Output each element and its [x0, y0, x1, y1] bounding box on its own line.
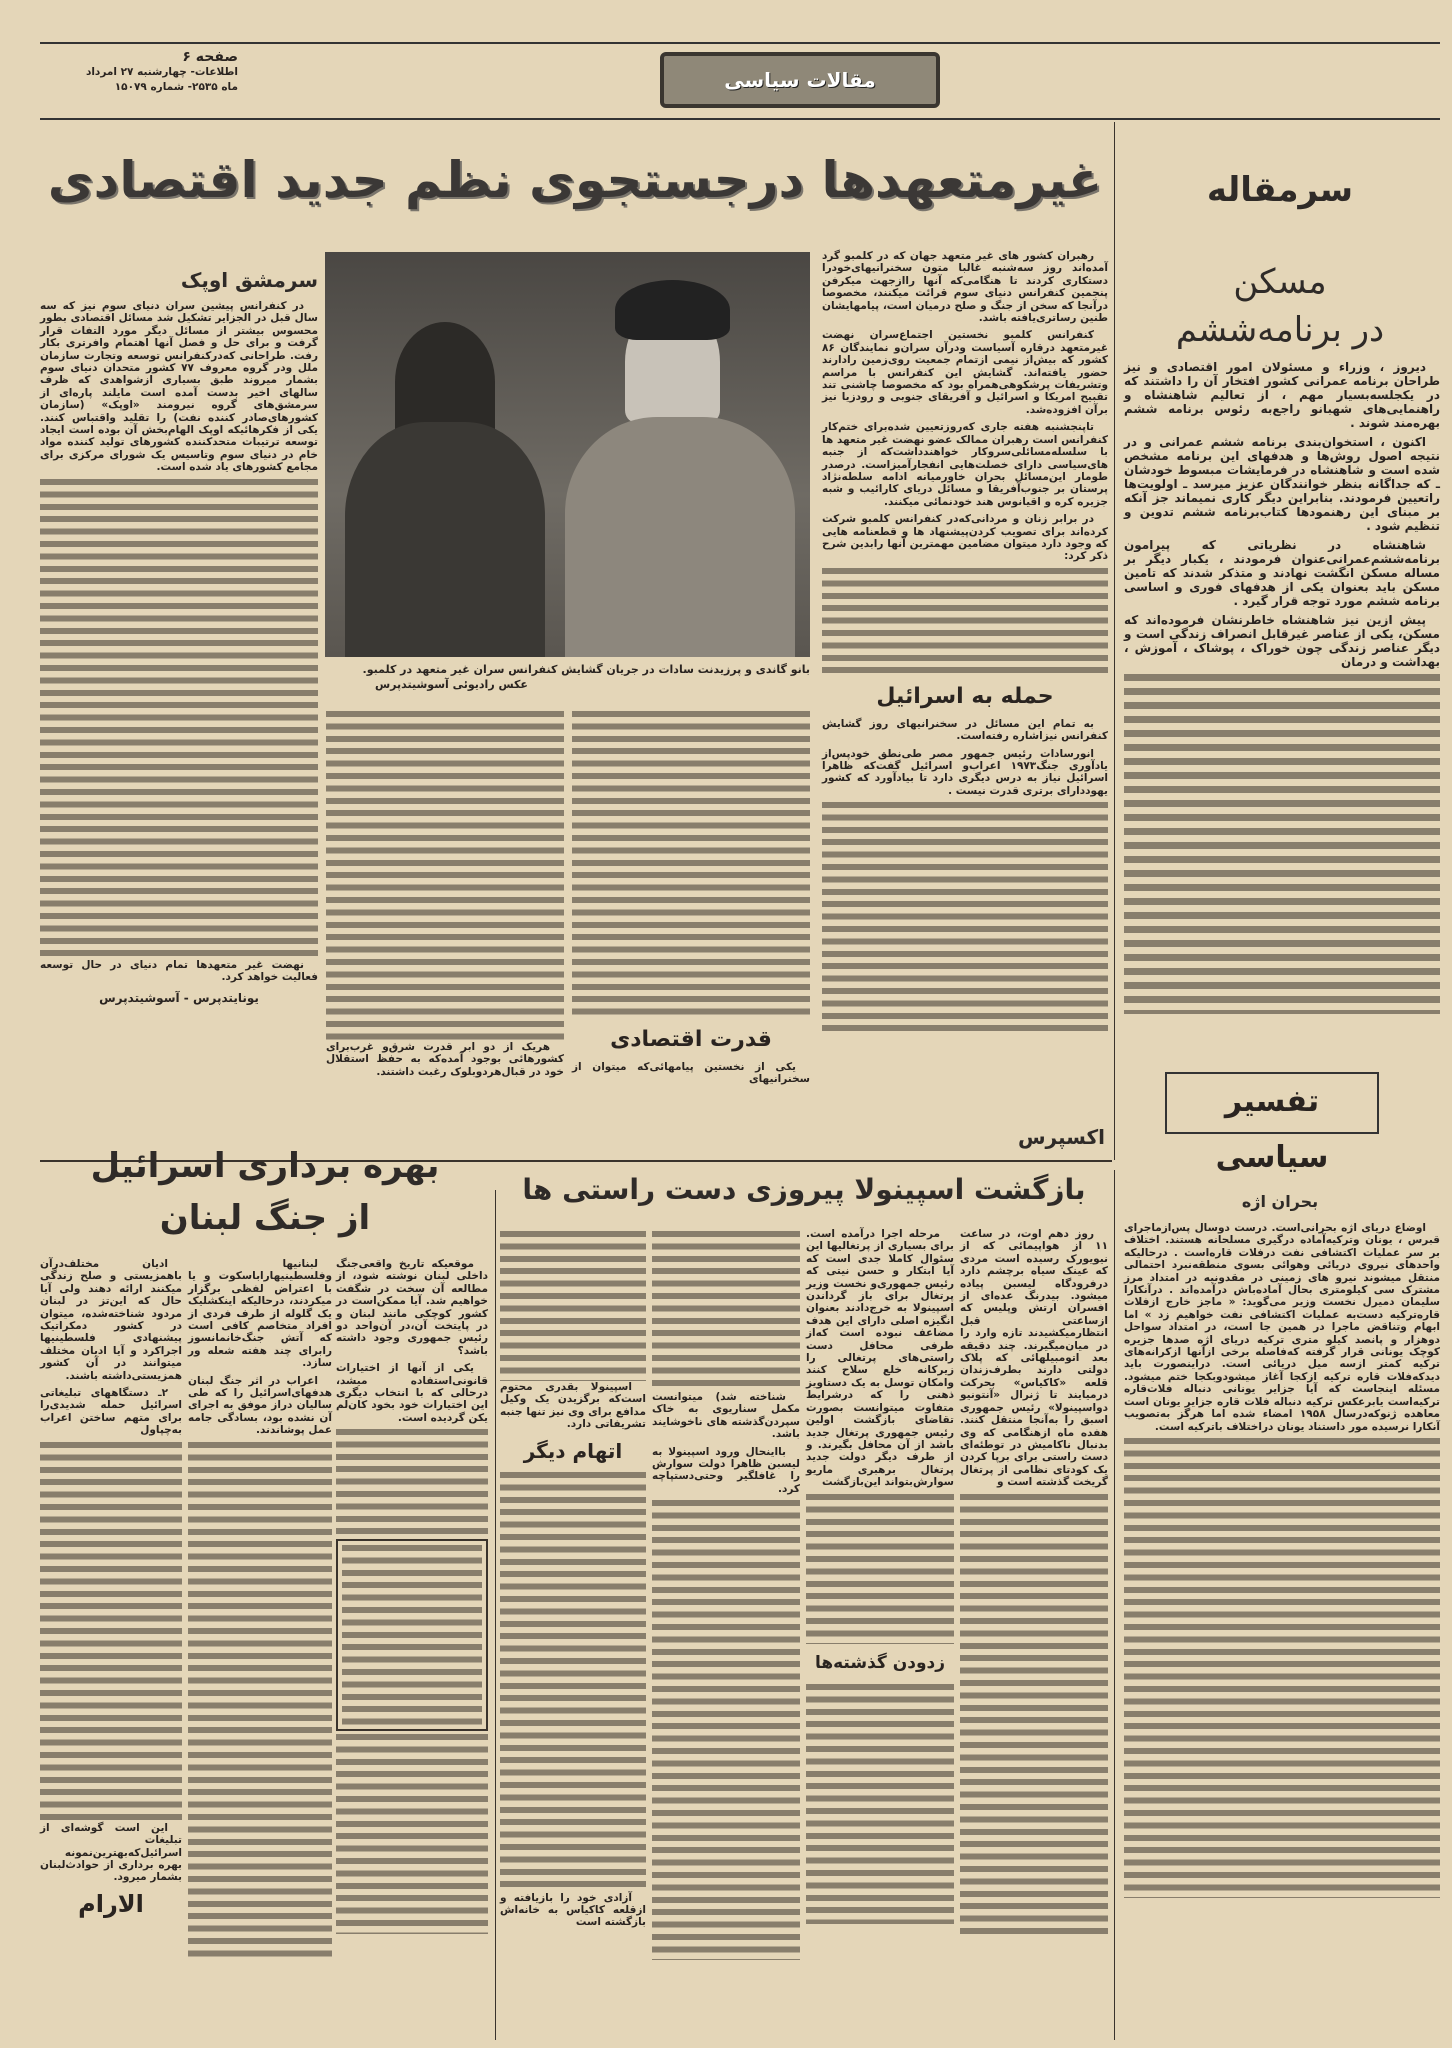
issue-number: ماه ۲۵۳۵- شماره ۱۵۰۷۹	[114, 81, 238, 93]
text-lines	[572, 711, 810, 1021]
text-lines	[326, 711, 564, 1041]
caption-text: بانو گاندی و پرزیدنت سادات در جریان گشایش کنفرانس سران غیر متعهد در کلمبو.	[362, 663, 810, 676]
subhead: سرمشق اوپک	[180, 268, 318, 292]
source-signoff: الارام	[78, 1889, 144, 1918]
paragraph: ۲ـ دستگاههای تبلیغاتی اسرائیل حمله شدیدی‌را برای متهم ساختن اعراب به‌چپاول	[40, 1387, 182, 1437]
paragraph: اعراب در اثر جنگ لبنان هدفهای‌اسرائیل را که طی سالیان دراز موفق به اجرای آن نشده بود، بسادگی جامه عمل پوشاندند.	[188, 1374, 332, 1437]
paragraph: در برابر زنان و مردانی‌که‌در کنفرانس کلمبو شرکت کرده‌اند برای تصویب کردن‌پیشنهاد ها و قطعنامه هایی که وجود دارد میتوان مضامین مهمترین آنها رابدین شرح ذکر کرد:	[822, 513, 1108, 563]
editorial-subtitle: در برنامه‌ششم	[1175, 310, 1385, 350]
editorial-label: سرمقاله	[1206, 170, 1354, 210]
paragraph: روز دهم اوت، در ساعت ۱۱ از هواپیمائی که از نیویورک رسیده است مردی که عینک سیاه برچشم دارد درفرودگاه لیسبن پیاده میشود. بیدرنگ عده‌ای از افسران ارتش وپلیس که ازساعتی قبل انتظارمیکشیدند تازه وارد را در میان‌میگیرند. چند دقیقه بعد اتومبیلهائی که پلاک دولتی دارند بطرف‌زندان قلعه «کاکیاس» بحرکت درمیایند تا ژنرال «آنتونیو دواسپینولا» رئیس جمهوری اسبق را به‌آنجا منتقل کنند. هفده ماه ازهنگامی که وی بدنبال ناکامیش در توطئه‌ای دست راستی برای برپا کردن یک کودتای نظامی از پرتغال گریخت گذشته است و	[960, 1228, 1108, 1489]
page-number: صفحه ۶	[182, 49, 238, 65]
subhead: قدرت اقتصادی	[610, 1027, 772, 1052]
paragraph: اسپینولا بقدری محتوم است‌که برگزیدن یک وکیل مدافع برای وی نیز تنها جنبه تشریفاتی دارد.	[500, 1381, 646, 1431]
center-article-column	[822, 250, 1108, 1032]
espinola-column-1	[960, 1228, 1108, 1934]
article-headline-line2: از جنگ لبنان	[159, 1198, 371, 1238]
commentary-body	[1124, 1222, 1440, 1898]
paragraph: مرحله اجرا درآمده است. برای بسیاری از پرتغالیها این سئوال کاملا جدی است که آیا ابتکار و حسن نیتی که رئیس جمهوری‌و نخست وزیر پرتغال برای باز گرداندن اسپینولا به خرج‌دادند بعنوان انگیزه اصلی دارای این هدف مضاعف نبوده است که‌از طرفی محافل دست راستی‌های پرتغالی را زیرکانه خلع سلاح کنند وامکان توسل به یک دستاویز ذهنی را که درشرایط متفاوت میتوانست بصورت تقاضای بازگشت اولین رئیس جمهوری پرتغال جدید باشد از آن محافل بگیرند. و از طرف دیگر دولت جدید پرتغال برهبری ماریو سوارش‌بتواند این‌بازگشت	[806, 1228, 954, 1489]
paragraph: اوضاع دریای اژه بحرانی‌است. درست دوسال پس‌ازماجرای قبرس ، یونان وترکیه‌آماده درگیری مسلحانه هستند. اختلاف بر سر عملیات اکتشافی نفت درفلات قاره‌است . درحالیکه واحدهای نیروی دریائی وهوائی بسوی منطقه‌نبرد احتمالی منتقل میشوند نیرو های زمینی در مقدونیه در امتداد مرز مشترک سی کیلومتری بحال آماده‌باش درآمده‌اند . درآنکارا سلیمان دمیرل نخست وزیر می‌گوید: « ماجز خارج ازفلات قاره‌ترکیه دست‌به عملیات اکتشافی نفت خواهیم زد » اما ابهام وتناقض ماجرا در همین جا است، در امتداد سواحل دوهزار و پانصد کیلو متری ترکیه دریای اژه صدها جزیره کوچک یونانی قرار گرفته که‌فاصله برخی ازآنها ازکرانه‌های ترکیه کمتر ازسه میل دریائی است. دراینصورت باید دیدکه‌فلات قاره ترکیه ازکجا آغاز میشودوبکجا ختم میشود. مسئله اینجاست که آیا جزایر یونانی دنباله فلات‌قاره ترکیه‌است یابرعکس ترکیه دنباله فلات قاره جزایر یونان است معاهده ژنوکه‌درسال ۱۹۵۸ امضاء شده اما هرگز به‌تصویب آنکارا نرسیده مور داستناد یونان دراختلاف باترکیه است.	[1124, 1222, 1440, 1433]
paragraph: بااینحال ورود اسپینولا به لیسبن ظاهرا دولت سوارش را غافلگیر وحتی‌دستپاچه کرد.	[652, 1445, 800, 1495]
paragraph: یکی از آنها از اختیارات قانونی‌استفاده میشد، درحالی که با انتخاب دیگری این اختیارات خود بخود کان‌لم یکن گردیده است.	[336, 1362, 488, 1424]
paragraph: موقعیکه تاریخ واقعی‌جنگ داخلی لبنان نوشته شود، از مطالعه آن سخت در شگفت خواهیم شد. آیا ممکن‌است در کشور کوچکی مانند لبنان و در پایتخت آن،در آن‌واحد دو رئیس جمهوری وجود داشته باشد؟	[336, 1258, 488, 1357]
paragraph: اکنون ، استخوان‌بندی برنامه ششم عمرانی و در نتیجه اصول روش‌ها و هدفهای این برنامه مشخص شده است و شاهنشاه در فرمایشات مبسوط خودشان ـ که جداگانه بنظر خوانندگان عزیز میرسد ـ اولویت‌ها راتعیین فرمودند. بنابراین دیگر کاری نمیماند جز آنکه بر مبنای این رهنمودها کتاب‌برنامه ششم تدوین و تنظیم شود .	[1124, 435, 1440, 533]
photo-credit: عکس رادیوئی آسوشیتدپرس	[375, 678, 528, 691]
boxed-sidebar	[336, 1539, 488, 1731]
text-lines	[336, 1429, 488, 1539]
text-lines	[806, 1684, 954, 1924]
page-info	[48, 50, 238, 95]
under-photo-left-column	[326, 708, 564, 1083]
commentary-label: تفسیر سیاسی	[1165, 1072, 1379, 1134]
paragraph: ادیان مختلف‌درآن باهمزیستی و صلح زندگی میکنند ارائه دهند ولی آیا حال که این‌تز در لبنان مردود شناخته‌شده، میتوان در کشور دمکراتیک پیشنهادی فلسطینیها اجراکرد و آیا ادیان مختلف میتوانند در آن کشور همزیستی‌داشته باشند.	[40, 1258, 182, 1382]
paragraph: شاهنشاه در نظریاتی که پیرامون برنامه‌ششم‌عمرانی‌عنوان فرمودند ، یکبار دیگر بر مساله مسکن انگشت نهادند و متذکر شدند که تامین مسکن باید بعنوان یکی از هدفهای فوری و اساسی برنامه ششم مورد توجه قرار گیرد .	[1124, 538, 1440, 608]
person-hair	[615, 280, 730, 340]
paragraph: در کنفرانس پیشین سران دنیای سوم نیز که سه سال قبل در الجزایر تشکیل شد مسائل اقتصادی بطور محسوس بیشتر از مسائل دیگر مورد التفات قرار گرفت و برای حل و فصل آنها اهتمام وافرتری بکار رفت. طراحانی که‌درکنفرانس توسعه وتجارت سازمان ملل ودر گروه معروف ۷۷ کشور متحدان دنیای سوم بشمار میروند طبق بسیاری ازشواهدی که ظرف سالهای اخیر بدست آمده است مایلند پاره‌ای از سرمشق‌های گروه نیرومند «اوپک» (سازمان کشورهای‌صادر کننده نفت) را تقلید واقتباس کنند. یکی از فکرهائیکه اوپک الهام‌بخش آن بوده است ایجاد توسعه ترتیبات متحدکننده کشورهای تولید کننده مواد خام در دنیای سوم وتاسیس یک شورای مرکزی برای مجامع کشورهای یاد شده است.	[40, 300, 318, 474]
paragraph: پیش ازین نیز شاهنشاه خاطرنشان فرموده‌اند که مسکن، یکی از عناصر غیرقابل انصراف زندگی است و دیگر عناصر زندگی چون خوراک ، پوشاک ، آموزش ، بهداشت و درمان	[1124, 613, 1440, 669]
paragraph: کنفرانس کلمبو نخستین اجتماع‌سران نهضت غیرمتعهد درقاره آسیاست ودرآن سران‌و نمایندگان ۸۶ کشور که بیش‌از نیمی ازتمام جمعیت روی‌زمین رادارند حضور یافته‌اند. گشایش این کنفرانس با مراسم وتشریفات پرشکوهی‌همراه بود که مخصوصا چاشنی تند تقبیح امریکا و اسرائیل و آفریقای جنوبی و رودزیا نیز برآن افزوده‌شد.	[822, 329, 1108, 416]
paragraph: دیروز ، وزراء و مسئولان امور اقتصادی و نیز طراحان برنامه عمرانی کشور افتخار آن را داشتند که در یکجلسه‌بسیار مهم ، از تعالیم شاهنشاه و راهنمایی‌های شهبانو راجع‌به رئوس برنامه ششم بهره‌مند شوند .	[1124, 360, 1440, 430]
text-lines	[40, 479, 318, 959]
article-kicker: اکسپرس	[1017, 1125, 1105, 1149]
text-lines	[1124, 674, 1440, 1014]
paragraph: نهضت غیر متعهدها تمام دنیای در حال توسعه فعالیت خواهد کرد.	[40, 958, 318, 984]
article-headline: بازگشت اسپینولا پیروزی دست راستی ها	[522, 1173, 1086, 1206]
main-headline: غیرمتعهدها درجستجوی نظم جدید اقتصادی	[47, 151, 1103, 209]
person-body	[345, 422, 545, 657]
paragraph: انورسادات رئیس جمهور مصر طی‌نطق خودپس‌از یادآوری جنگ۱۹۷۳ اعراب‌و اسرائیل گفت‌که ظاهرا اسرائیل نیاز به درس دیگری دارد تا بیادآورد که کشور یهودداراى برتری قدرت نیست .	[822, 747, 1108, 797]
person-body	[565, 417, 795, 657]
text-lines	[500, 1472, 646, 1892]
column-divider	[1114, 1170, 1115, 2040]
subhead: حمله به اسرائیل	[876, 683, 1054, 709]
text-lines	[500, 1231, 646, 1381]
israel-column-2	[188, 1258, 332, 1962]
paragraph: یکی از نخستین پیامهائی‌که میتوان از سخنرانیهای	[572, 1061, 810, 1086]
column-divider	[1114, 122, 1115, 1160]
espinola-column-4	[500, 1228, 646, 1934]
editorial-body	[1124, 360, 1440, 1014]
paragraph: هریک از دو ابر قدرت شرق‌و غرب‌برای کشورهائی بوجود آمده‌که به حفظ استقلال خود در قبال‌هردوبلوک رغبت داشتند.	[326, 1041, 564, 1078]
israel-column-1	[336, 1258, 488, 1934]
paragraph: شناخته شد) میتوانست مکمل سناریوی به خاک سپردن‌گذشته های ناخوشایند باشد.	[652, 1391, 800, 1441]
text-lines	[40, 1442, 182, 1822]
paragraph: تاپنجشنبه هفته جاری که‌روزتعیین شده‌برای ختم‌کار کنفرانس است رهبران ممالک عضو نهضت غیر متعهد ها با سلسله‌مسائلی‌سروکار خواهندداشت‌که از جنبه های‌سیاسی دارای خصلت‌هایی انفجارآمیزاست. درصدر طومار این‌مسائل بحران خاورمیانه ادامه سلطه‌نژاد پرستان بر جنوب‌آفریقا و مسائل دریای کارائیب و شبه جزیره کره و اقیانوس هند خودنمائی میکنند.	[822, 421, 1108, 508]
photo-caption	[325, 662, 810, 692]
article-headline: بهره برداری اسرائیل	[90, 1146, 440, 1186]
text-lines	[822, 802, 1108, 1032]
text-lines	[336, 1734, 488, 1934]
editorial-title: مسکن	[1233, 262, 1327, 302]
text-lines	[342, 1545, 482, 1725]
subhead: اتهام دیگر	[523, 1438, 623, 1463]
subhead: زدودن گذشته‌ها	[814, 1652, 946, 1673]
section-badge: مقالات سیاسی	[660, 52, 940, 108]
text-lines	[1124, 1438, 1440, 1898]
under-photo-right-column	[572, 708, 810, 1091]
paragraph: این است گوشه‌ای از تبلیغات اسرائیل‌که‌بهترین‌نمونه بهره برداری از حوادث‌لبنان بشمار میرود.	[40, 1821, 182, 1884]
text-lines	[188, 1442, 332, 1962]
israel-column-3	[40, 1258, 182, 1925]
left-article-column	[40, 300, 318, 1004]
dateline: اطلاعات- چهارشنبه ۲۷ امرداد	[85, 66, 238, 78]
text-lines	[652, 1231, 800, 1391]
paragraph: آزادی خود را بازیافته و ازقلعه کاکیاس به خانه‌اش بازگشته است	[500, 1891, 646, 1929]
paragraph: لبنانیها وفلسطینیهاراباسکوت و یا با اعتراض لفظی برگزار میکردند، درحالیکه اینکشلیک یک گلوله از طرف فردی از افراد متخاصم کافی است که آتش جنگ‌خانمانسوز رابرای چند هفته شعله ور سازد.	[188, 1258, 332, 1370]
espinola-column-2	[806, 1228, 954, 1924]
page-header	[40, 42, 1440, 120]
text-lines	[806, 1494, 954, 1644]
paragraph: رهبران کشور های غیر متعهد جهان که در کلمبو گرد آمده‌اند روز سه‌شنبه غالبا متون سخنرانیهای‌خودرا دستکاری کردند تا هنگامی‌که آنها راازجهت میکرفن پنجمین کنفرانس دنیای سوم قرائت میکنند، مخصوصا درآنجا که سخن از جنگ و صلح درمیان است، پیامهایشان طنین رساتری‌یافته باشد.	[822, 250, 1108, 325]
news-agency-credit: یونایتدپرس - آسوشیتدپرس	[99, 990, 259, 1005]
text-lines	[652, 1500, 800, 1960]
news-photo	[325, 252, 810, 657]
commentary-title: بحران اژه	[1241, 1192, 1319, 1211]
text-lines	[960, 1494, 1108, 1934]
text-lines	[822, 568, 1108, 678]
paragraph: به تمام این مسائل در سخنرانیهای روز گشایش کنفرانس نیزاشاره رفته‌است.	[822, 717, 1108, 743]
espinola-column-3	[652, 1228, 800, 1960]
column-divider	[495, 1190, 496, 2040]
